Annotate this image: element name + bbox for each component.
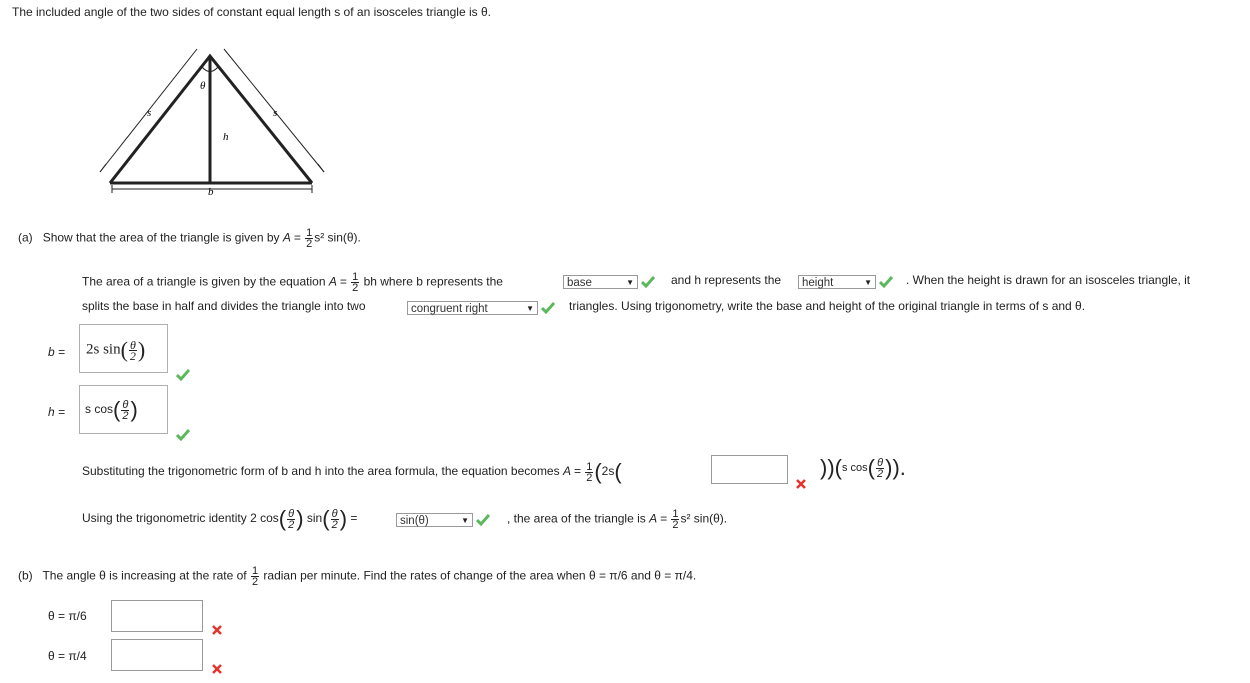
- check-icon: [476, 514, 490, 526]
- triangle-type-dropdown[interactable]: congruent right ▼: [407, 301, 538, 315]
- h-answer-box[interactable]: s cos( $\frac{\theta}{2}$ ): [79, 385, 168, 434]
- base-dropdown[interactable]: base ▼: [563, 275, 638, 289]
- problem-statement: The included angle of the two sides of constant equal length s of an isosceles triangle is θ.: [12, 5, 491, 19]
- identity-dropdown[interactable]: sin(θ) ▼: [396, 513, 473, 527]
- x-icon: [211, 624, 223, 636]
- triangle-figure: [90, 30, 340, 205]
- x-icon: [211, 663, 223, 675]
- part-a-heading: (a) Show that the area of the triangle is given by A = $\frac{1}{2}$ s² sin(θ).: [18, 227, 361, 250]
- check-icon: [641, 276, 655, 288]
- rate-pi-4-input[interactable]: [111, 639, 203, 671]
- identity-text: Using the trigonometric identity 2 cos( $\frac{\theta}{2}$ ) sin( $\frac{\theta}{2}$ ) =: [82, 506, 358, 531]
- area-equation-line: The area of a triangle is given by the equation A = $\frac{1}{2}$ bh where b represents the: [82, 271, 503, 294]
- height-dropdown[interactable]: height ▼: [798, 275, 876, 289]
- height-prompt-text: and h represents the: [671, 273, 782, 287]
- trig-instruction-text: triangles. Using trigonometry, write the base and height of the original triangle in terms of s and θ.: [569, 299, 1086, 313]
- check-icon: [176, 429, 190, 441]
- s-right-label: s: [273, 107, 278, 119]
- h-label: h: [223, 131, 229, 143]
- part-b-heading: (b) The angle θ is increasing at the rate of $\frac{1}{2}$ radian per minute. Find the rates of change of the area when θ = π/6 and θ = π/4.: [18, 565, 697, 588]
- b-answer-box[interactable]: 2s sin( $\frac{\theta}{2}$ ): [79, 324, 168, 373]
- substitution-tail: ))(s cos( $\frac{\theta}{2}$ )).: [820, 455, 906, 480]
- check-icon: [541, 302, 555, 314]
- splits-base-text: splits the base in half and divides the triangle into two: [82, 299, 366, 313]
- isosceles-height-text: . When the height is drawn for an isosceles triangle, it: [906, 273, 1191, 287]
- b-label: b: [208, 186, 214, 198]
- theta-pi-4-label: θ = π/4: [48, 649, 87, 663]
- b-answer-label: b =: [48, 345, 66, 359]
- substitution-input[interactable]: [711, 455, 788, 484]
- substitution-text: Substituting the trigonometric form of b and h into the area formula, the equation becomes A = $\frac{1}{2}$ (2s(: [82, 459, 622, 484]
- h-answer-label: h =: [48, 405, 66, 419]
- check-icon: [176, 369, 190, 381]
- x-icon: [795, 478, 807, 490]
- theta-label: θ: [200, 80, 206, 92]
- theta-pi-6-label: θ = π/6: [48, 609, 87, 623]
- area-result-text: , the area of the triangle is A = $\frac{1}{2}$ s² sin(θ).: [507, 508, 728, 531]
- s-left-label: s: [147, 107, 152, 119]
- rate-pi-6-input[interactable]: [111, 600, 203, 632]
- check-icon: [879, 276, 893, 288]
